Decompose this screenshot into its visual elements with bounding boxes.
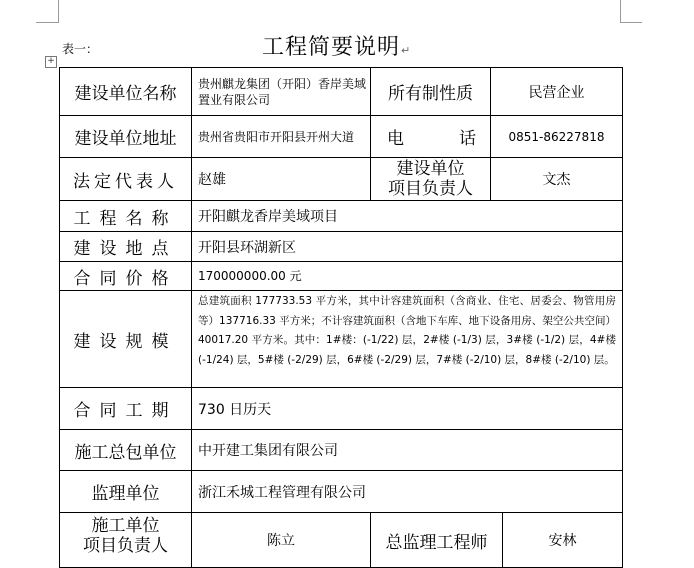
- crop-mark-left-horizontal: [36, 22, 58, 23]
- chief-supervisor-label: 总监理工程师: [370, 512, 503, 568]
- builder-name-label: 建设单位名称: [59, 67, 192, 116]
- owner-pm-value: 文杰: [490, 157, 623, 201]
- price-value: 170000000.00 元: [191, 261, 623, 291]
- crop-mark-left-vertical: [58, 0, 59, 23]
- construction-pm-label: 施工单位 项目负责人: [59, 512, 192, 568]
- supervisor-value: 浙江禾城工程管理有限公司: [191, 470, 623, 513]
- site-value: 开阳县环湖新区: [191, 231, 623, 262]
- owner-pm-label: 建设单位 项目负责人: [370, 157, 491, 201]
- duration-value: 730 日历天: [191, 387, 623, 430]
- phone-label: 电 话: [370, 115, 491, 158]
- contractor-value: 中开建工集团有限公司: [191, 429, 623, 471]
- table-label: 表一：: [62, 42, 99, 56]
- scale-label: 建设规模: [59, 290, 192, 388]
- ownership-value: 民营企业: [490, 67, 623, 116]
- project-name-value: 开阳麒龙香岸美域项目: [191, 200, 623, 232]
- document-title: 工程简要说明↵: [262, 35, 412, 60]
- crop-mark-right-vertical: [620, 0, 621, 23]
- construction-pm-value: 陈立: [191, 512, 371, 568]
- builder-name-value: 贵州麒龙集团（开阳）香岸美域置业有限公司: [191, 67, 371, 116]
- price-label: 合同价格: [59, 261, 192, 291]
- builder-address-label: 建设单位地址: [59, 115, 192, 158]
- ownership-label: 所有制性质: [370, 67, 491, 116]
- builder-address-value: 贵州省贵阳市开阳县开州大道: [191, 115, 371, 158]
- site-label: 建设地点: [59, 231, 192, 262]
- supervisor-label: 监理单位: [59, 470, 192, 513]
- contractor-label: 施工总包单位: [59, 429, 192, 471]
- duration-label: 合同工期: [59, 387, 192, 430]
- chief-supervisor-value: 安林: [502, 512, 623, 568]
- crop-mark-right-horizontal: [620, 22, 642, 23]
- legal-rep-label: 法定代表人: [59, 157, 192, 201]
- project-name-label: 工程名称: [59, 200, 192, 232]
- legal-rep-value: 赵雄: [191, 157, 371, 201]
- phone-value: 0851-86227818: [490, 115, 623, 158]
- table-move-handle-icon[interactable]: +: [45, 56, 57, 68]
- scale-value: 总建筑面积 177733.53 平方米，其中计容建筑面积（含商业、住宅、居委会、物管用房等）137716.33 平方米；不计容建筑面积（含地下车库、地下设备用房、架空公共空间）40017.20 平方米。其中：1#楼：(-1/22) 层，2#楼 (-1/3) 层，3#楼 (-1/2) 层，4#楼 (-1/24) 层，5#楼 (-2/29) 层，6#楼 (-2/29) 层，7#楼 (-2/10) 层，8#楼 (-2/10) 层。: [191, 290, 623, 388]
